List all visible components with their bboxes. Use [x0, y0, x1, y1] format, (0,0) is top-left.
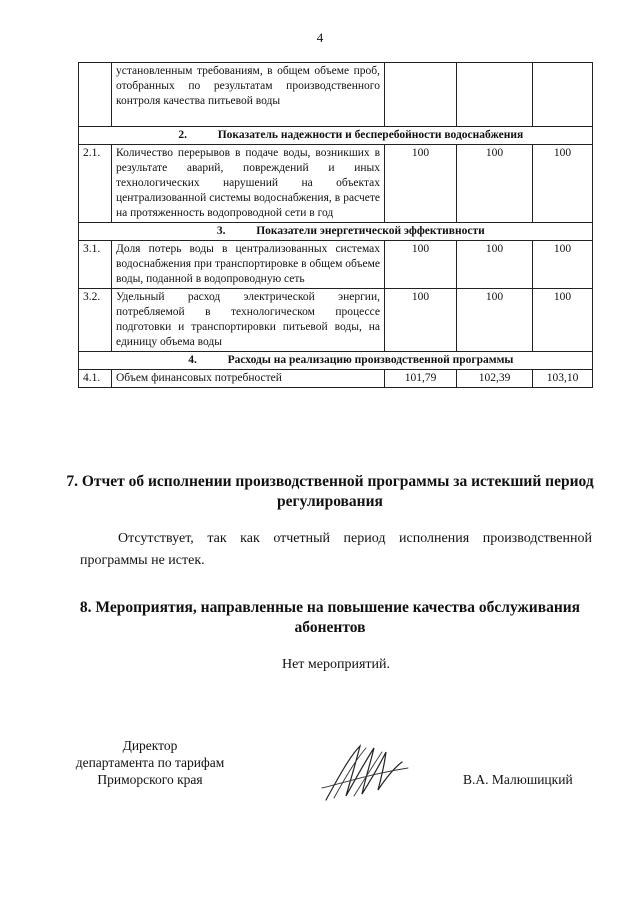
row-value-3: 103,10: [533, 370, 593, 388]
row-description: Удельный расход электрической энергии, потребляемой в технологическом процессе подготовки и транспортировки питьевой воды, на единицу объема воды: [112, 289, 385, 352]
row-value-2: 102,39: [457, 370, 533, 388]
row-number: 4.1.: [79, 370, 112, 388]
table-row: [79, 63, 593, 127]
table-row: [79, 289, 593, 352]
table-row: [79, 370, 593, 388]
row-value-3: 100: [533, 289, 593, 352]
signatory-title-line: Директор: [122, 738, 178, 753]
row-value-2: 100: [457, 145, 533, 223]
row-description: установленным требованиям, в общем объеме проб, отобранных по результатам производственного контроля качества питьевой воды: [112, 63, 385, 127]
row-number: 3.2.: [79, 289, 112, 352]
section-8-heading: 8. Мероприятия, направленные на повышение качества обслуживания абонентов: [79, 599, 581, 636]
section-header-row: [79, 127, 593, 145]
signatory-title-line: департамента по тарифам: [75, 755, 225, 770]
row-value-1: 100: [385, 145, 457, 223]
row-number: 3.1.: [79, 241, 112, 289]
production-program-table: [78, 62, 593, 388]
row-description: Количество перерывов в подаче воды, возникших в результате аварий, повреждений и иных технологических нарушений на объектах централизованной системы водоснабжения, в расчете на протяженность водопроводной сети в год: [112, 145, 385, 223]
row-value-2: 100: [457, 241, 533, 289]
row-number: 2.1.: [79, 145, 112, 223]
row-value-1: [385, 63, 457, 127]
table-row: [79, 241, 593, 289]
section-header-row: [79, 223, 593, 241]
section-header-row: [79, 352, 593, 370]
section-title: 3. Показатели энергетической эффективности: [79, 223, 593, 241]
row-value-1: 100: [385, 241, 457, 289]
page-number: 4: [316, 30, 324, 45]
row-number: [79, 63, 112, 127]
row-description: Доля потерь воды в централизованных системах водоснабжения при транспортировке в общем объеме воды, поданной в водопроводную сеть: [112, 241, 385, 289]
section-7-heading: 7. Отчет об исполнении производственной программы за истекший период регулирования: [66, 473, 594, 510]
signatory-name: В.А. Малюшицкий: [463, 772, 573, 787]
row-value-2: [457, 63, 533, 127]
row-value-3: 100: [533, 145, 593, 223]
section-title: 2. Показатель надежности и бесперебойности водоснабжения: [79, 127, 593, 145]
row-value-3: [533, 63, 593, 127]
row-description: Объем финансовых потребностей: [112, 370, 385, 388]
section-8-body: Нет мероприятий.: [281, 657, 391, 672]
table-row: [79, 145, 593, 223]
row-value-1: 100: [385, 289, 457, 352]
signatory-title-line: Приморского края: [97, 772, 203, 787]
row-value-3: 100: [533, 241, 593, 289]
section-7-body: Отсутствует, так как отчетный период исполнения производственной программы не истек.: [80, 531, 592, 568]
signatory-title: [70, 737, 230, 788]
section-title: 4. Расходы на реализацию производственной программы: [79, 352, 593, 370]
row-value-2: 100: [457, 289, 533, 352]
handwritten-signature: [320, 738, 415, 813]
row-value-1: 101,79: [385, 370, 457, 388]
